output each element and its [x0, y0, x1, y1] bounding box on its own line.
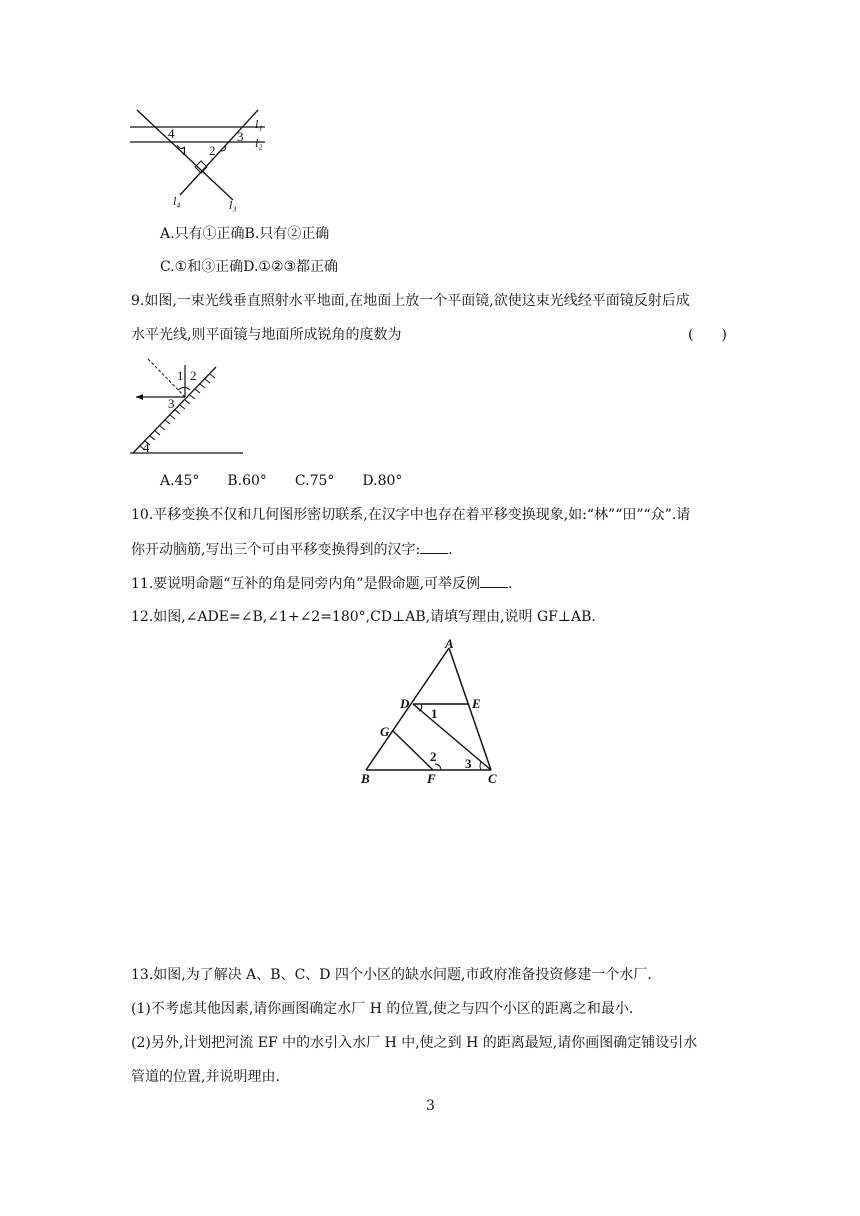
q9-text-line1: 9.如图,一束光线垂直照射水平地面,在地面上放一个平面镜,欲使这束光线经平面镜反射后成: [131, 293, 690, 309]
q9-text-line2: 水平光线,则平面镜与地面所成锐角的度数为: [131, 327, 402, 343]
q11-text: [131, 574, 512, 594]
q11-prompt: 11.要说明命题“互补的角是同旁内角”是假命题,可举反例: [131, 576, 481, 592]
q9-options: A.45° B.60° C.75° D.80°: [160, 473, 403, 489]
angle-label-2: 2: [209, 143, 216, 158]
q8-options-line2: C.①和③正确D.①②③都正确: [160, 259, 339, 275]
point-label-E: E: [472, 696, 481, 711]
figure-parallel-lines: [125, 105, 285, 215]
angle-label-3: 3: [465, 756, 472, 771]
angle-label-2: 2: [190, 368, 197, 383]
angle-label-1: 1: [431, 706, 438, 721]
point-label-B: B: [361, 771, 370, 786]
point-label-A: A: [445, 638, 454, 651]
figure-mirror: [128, 355, 248, 460]
figure-triangle: [355, 638, 505, 788]
label-l4: l₄: [173, 194, 181, 208]
angle-label-3: 3: [237, 129, 244, 144]
q13-text-line1: 13.如图,为了解决 A、B、C、D 四个小区的缺水问题,市政府准备投资修建一个水厂.: [131, 967, 652, 983]
point-label-G: G: [380, 724, 390, 739]
q8-options-line1: A.只有①正确B.只有②正确: [160, 226, 330, 242]
label-l2: l₂: [255, 136, 263, 150]
angle-label-2: 2: [430, 749, 437, 764]
q11-end: .: [508, 576, 513, 592]
q10-prompt: 你开动脑筋,写出三个可由平移变换得到的汉字:: [131, 542, 421, 558]
q13-text-line3: (2)另外,计划把河流 EF 中的水引入水厂 H 中,使之到 H 的距离最短,请你画图确定铺设引水: [131, 1035, 698, 1051]
angle-label-1: 1: [181, 143, 188, 158]
point-label-D: D: [400, 696, 410, 711]
q12-text: 12.如图,∠ADE=∠B,∠1+∠2=180°,CD⊥AB,请填写理由,说明 GF⊥AB.: [131, 609, 596, 625]
q10-text-line2: [131, 540, 453, 560]
q13-text-line4: 管道的位置,并说明理由.: [131, 1069, 280, 1085]
q10-end: .: [448, 542, 453, 558]
point-label-C: C: [488, 771, 497, 786]
label-l3: l₃: [229, 198, 237, 212]
q11-answer-blank[interactable]: [480, 575, 508, 588]
page-number: 3: [426, 1098, 435, 1114]
point-label-F: F: [427, 771, 436, 786]
angle-label-1: 1: [177, 368, 184, 383]
q10-text-line1: 10.平移变换不仅和几何图形密切联系,在汉字中也存在着平移变换现象,如:“林”“田”“众”.请: [131, 507, 691, 523]
q9-answer-paren: ( ): [688, 327, 727, 343]
q10-answer-blank[interactable]: [420, 541, 448, 554]
angle-label-3: 3: [168, 396, 175, 411]
angle-label-4: 4: [143, 440, 150, 455]
label-l1: l₁: [255, 117, 263, 131]
angle-label-4: 4: [168, 126, 175, 141]
q13-text-line2: (1)不考虑其他因素,请你画图确定水厂 H 的位置,使之与四个小区的距离之和最小.: [131, 1001, 634, 1017]
